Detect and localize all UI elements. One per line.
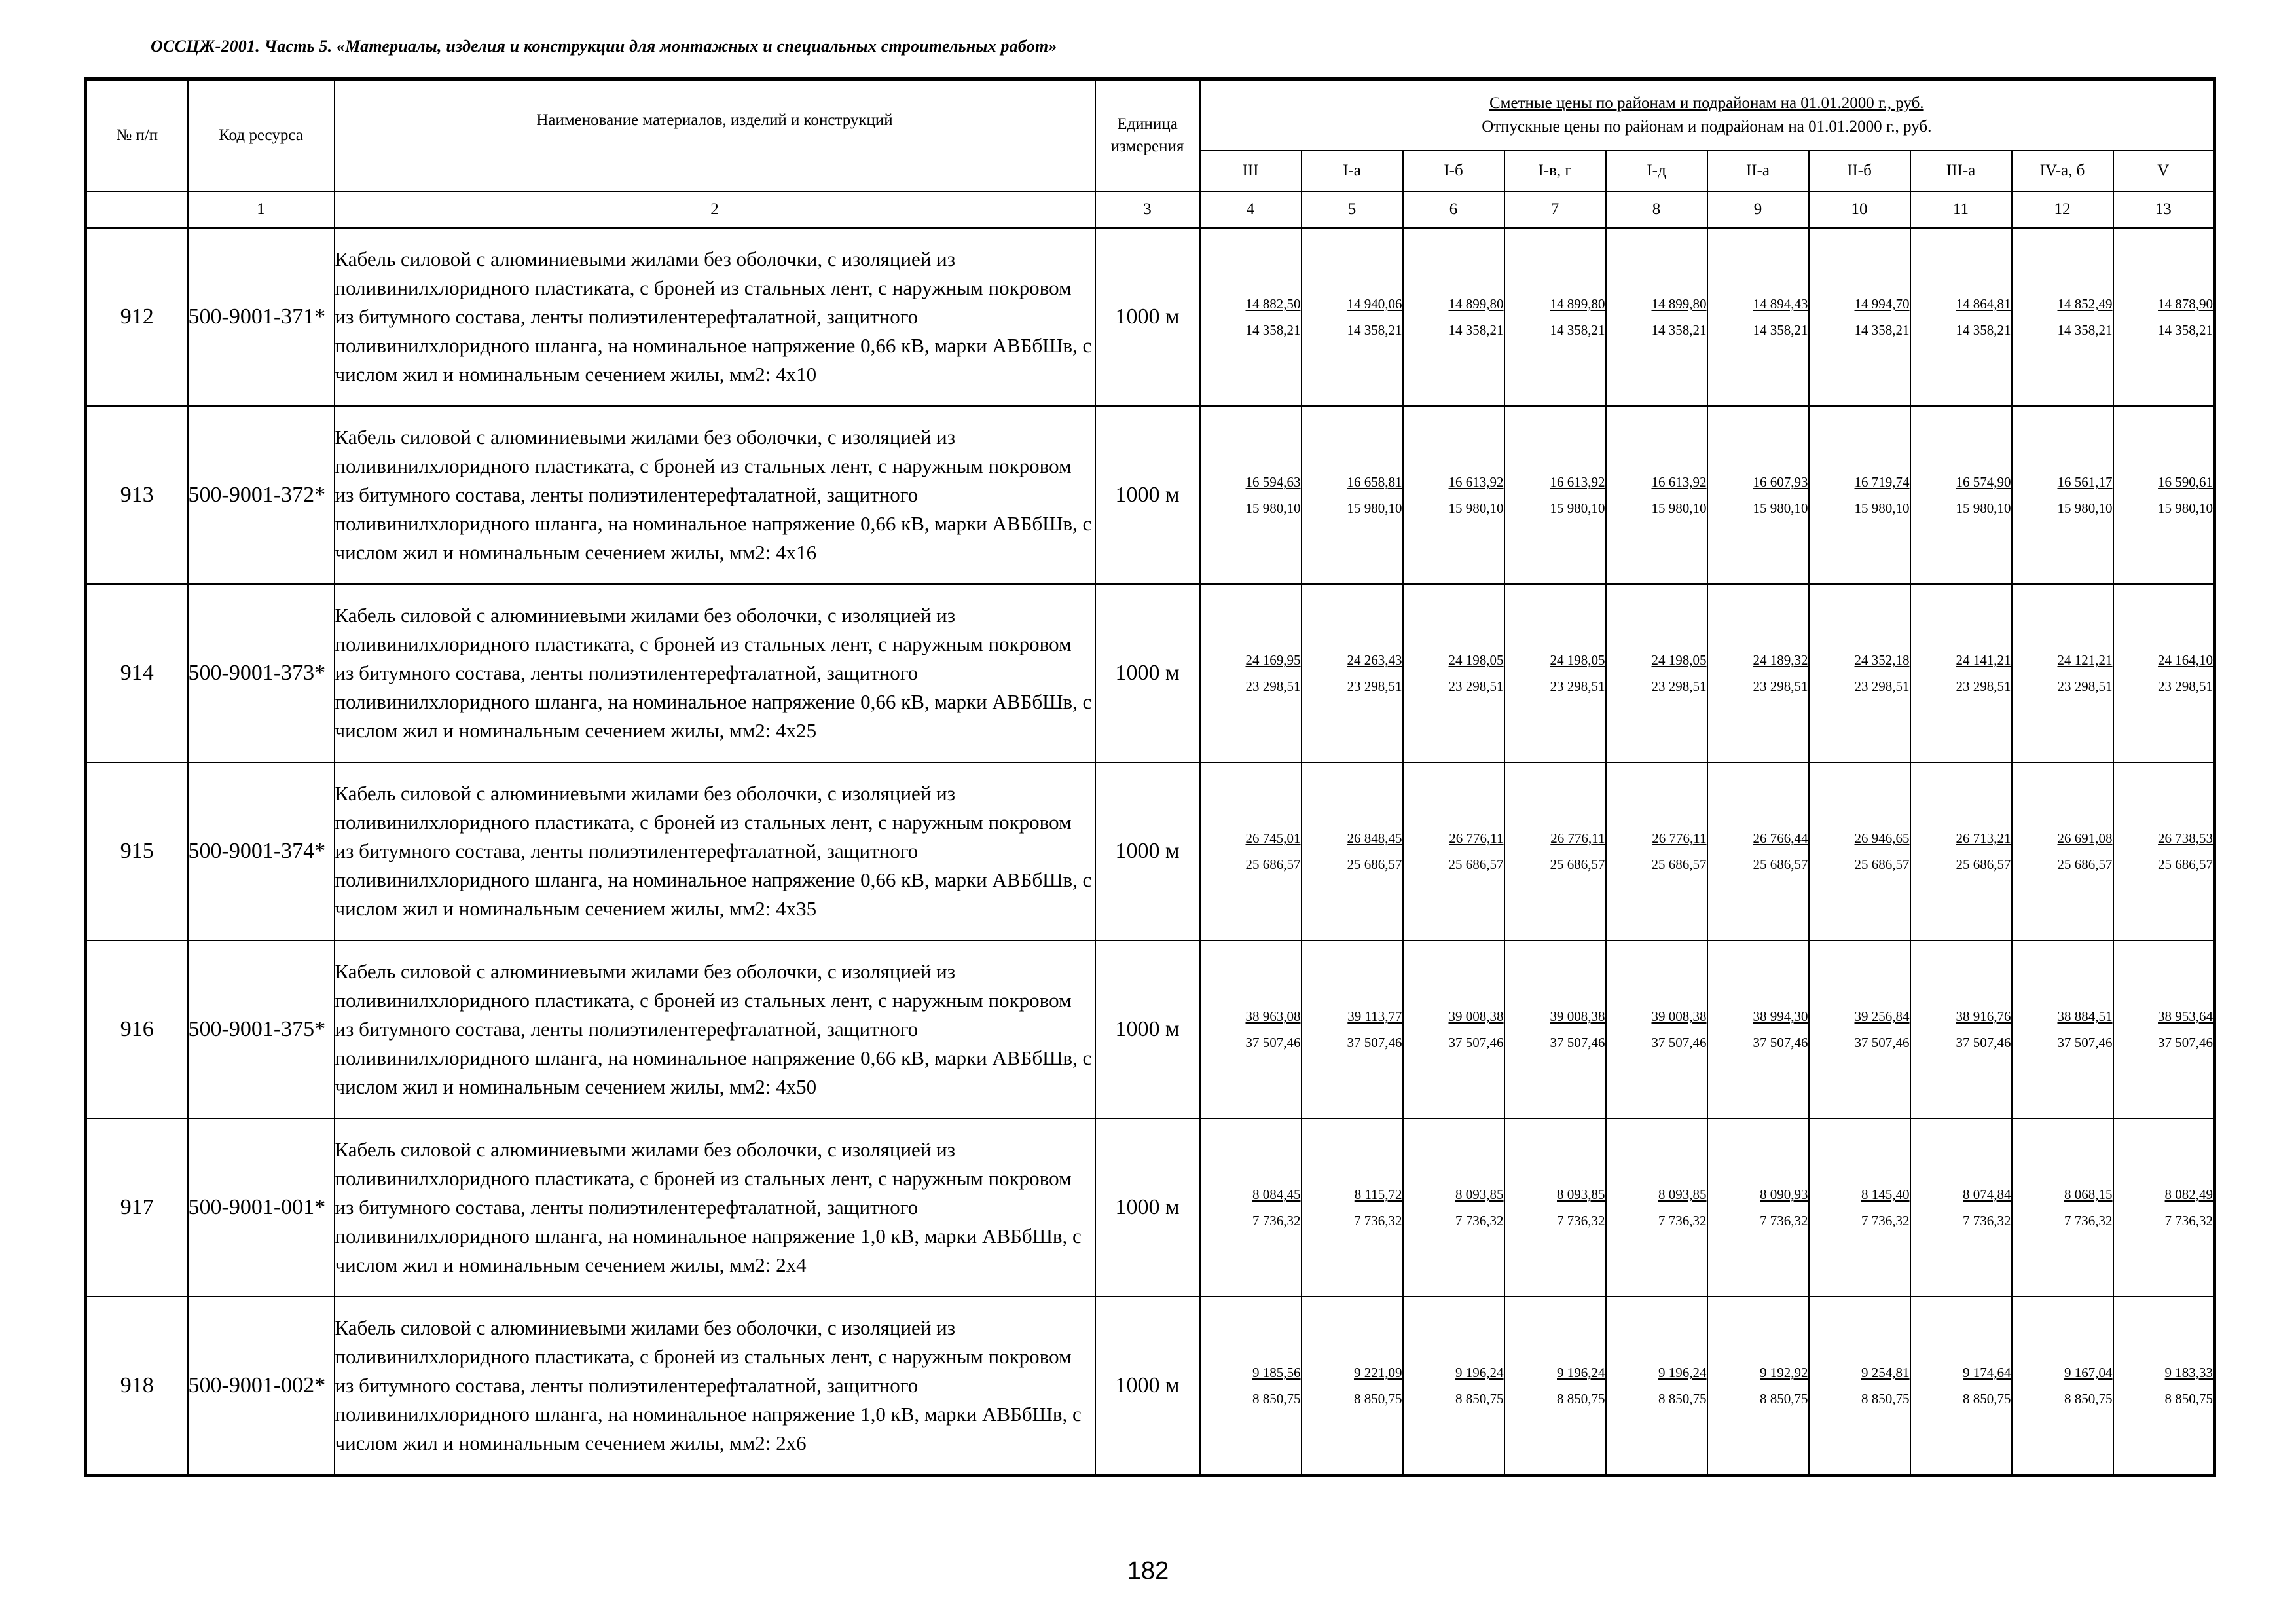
price-cell <box>1606 584 1707 762</box>
column-number: 2 <box>335 191 1095 228</box>
estimate-price: 14 899,80 <box>1651 296 1707 312</box>
material-name: Кабель силовой с алюминиевыми жилами без оболочки, с изоляцией из поливинилхлоридного пластиката, с броней из стальных лент, с наружным покровом из битумного состава, ленты полиэтилентерефталатной, защитного поливинилхлоридного шланга, на номинальное напряжение 1,0 кВ, марки АВБбШв, с числом жил и номинальным сечением жилы, мм2: 2х4 <box>335 1118 1095 1297</box>
release-price: 15 980,10 <box>2158 500 2214 516</box>
release-price: 37 507,46 <box>1753 1035 1808 1050</box>
row-number: 914 <box>86 584 188 762</box>
price-cell <box>1606 762 1707 940</box>
estimate-price: 9 185,56 <box>1252 1365 1301 1380</box>
header-release-prices: Отпускные цены по районам и подрайонам на 01.01.2000 г., руб. <box>1482 118 1932 136</box>
price-cell <box>1707 940 1809 1118</box>
unit-of-measure: 1000 м <box>1095 228 1200 406</box>
header-price-band <box>1200 79 2215 151</box>
price-cell <box>1504 228 1606 406</box>
material-name: Кабель силовой с алюминиевыми жилами без оболочки, с изоляцией из поливинилхлоридного пластиката, с броней из стальных лент, с наружным покровом из битумного состава, ленты полиэтилентерефталатной, защитного поливинилхлоридного шланга, на номинальное напряжение 0,66 кВ, марки АВБбШв, с числом жил и номинальным сечением жилы, мм2: 4х35 <box>335 762 1095 940</box>
release-price: 25 686,57 <box>1347 857 1402 872</box>
resource-code: 500-9001-374* <box>188 762 335 940</box>
estimate-price: 24 263,43 <box>1347 652 1402 668</box>
price-cell <box>1910 762 2012 940</box>
table-row <box>86 406 2215 584</box>
estimate-price: 24 141,21 <box>1956 652 2011 668</box>
release-price: 14 358,21 <box>2158 322 2214 338</box>
region-header: V <box>2113 151 2215 191</box>
release-price: 8 850,75 <box>2164 1391 2214 1407</box>
estimate-price: 38 884,51 <box>2057 1008 2113 1024</box>
estimate-price: 14 994,70 <box>1854 296 1910 312</box>
estimate-price: 8 074,84 <box>1963 1187 2011 1202</box>
price-cell <box>2012 584 2113 762</box>
release-price: 25 686,57 <box>1651 857 1707 872</box>
price-cell <box>1606 1297 1707 1476</box>
price-cell <box>1809 940 1910 1118</box>
price-cell <box>1403 1297 1504 1476</box>
table-row <box>86 1118 2215 1297</box>
column-number: 3 <box>1095 191 1200 228</box>
release-price: 25 686,57 <box>2158 857 2214 872</box>
header-name: Наименование материалов, изделий и конструкций <box>335 79 1095 192</box>
estimate-price: 26 776,11 <box>1550 830 1605 846</box>
estimate-price: 38 953,64 <box>2158 1008 2214 1024</box>
estimate-price: 9 183,33 <box>2164 1365 2214 1380</box>
region-header: I-а <box>1302 151 1403 191</box>
estimate-price: 8 093,85 <box>1658 1187 1707 1202</box>
estimate-price: 14 852,49 <box>2057 296 2113 312</box>
release-price: 37 507,46 <box>1550 1035 1605 1050</box>
price-cell <box>1504 1118 1606 1297</box>
resource-code: 500-9001-001* <box>188 1118 335 1297</box>
price-cell <box>2113 1118 2215 1297</box>
region-header: I-в, г <box>1504 151 1606 191</box>
price-cell <box>2113 228 2215 406</box>
price-cell <box>1200 1118 1302 1297</box>
price-cell <box>1606 1118 1707 1297</box>
release-price: 15 980,10 <box>1651 500 1707 516</box>
table-row <box>86 584 2215 762</box>
price-cell <box>1606 940 1707 1118</box>
price-cell <box>1910 1297 2012 1476</box>
release-price: 14 358,21 <box>1550 322 1605 338</box>
release-price: 23 298,51 <box>1753 678 1808 694</box>
estimate-price: 8 084,45 <box>1252 1187 1301 1202</box>
price-cell <box>1910 228 2012 406</box>
release-price: 37 507,46 <box>1651 1035 1707 1050</box>
release-price: 7 736,32 <box>1455 1213 1504 1228</box>
estimate-price: 8 093,85 <box>1455 1187 1504 1202</box>
estimate-price: 16 613,92 <box>1448 474 1504 490</box>
price-cell <box>1504 406 1606 584</box>
table-row <box>86 1297 2215 1476</box>
estimate-price: 26 776,11 <box>1652 830 1707 846</box>
estimate-price: 16 590,61 <box>2158 474 2214 490</box>
release-price: 25 686,57 <box>1550 857 1605 872</box>
release-price: 14 358,21 <box>1753 322 1808 338</box>
release-price: 23 298,51 <box>1550 678 1605 694</box>
price-cell <box>1200 228 1302 406</box>
release-price: 14 358,21 <box>2057 322 2113 338</box>
estimate-price: 38 963,08 <box>1245 1008 1301 1024</box>
material-name: Кабель силовой с алюминиевыми жилами без оболочки, с изоляцией из поливинилхлоридного пластиката, с броней из стальных лент, с наружным покровом из битумного состава, ленты полиэтилентерефталатной, защитного поливинилхлоридного шланга, на номинальное напряжение 0,66 кВ, марки АВБбШв, с числом жил и номинальным сечением жилы, мм2: 4х50 <box>335 940 1095 1118</box>
estimate-price: 39 008,38 <box>1651 1008 1707 1024</box>
estimate-price: 14 894,43 <box>1753 296 1808 312</box>
estimate-price: 26 766,44 <box>1753 830 1808 846</box>
price-cell <box>1910 940 2012 1118</box>
release-price: 25 686,57 <box>1448 857 1504 872</box>
release-price: 23 298,51 <box>1245 678 1301 694</box>
row-number: 918 <box>86 1297 188 1476</box>
price-cell <box>1707 406 1809 584</box>
estimate-price: 9 254,81 <box>1861 1365 1910 1380</box>
release-price: 8 850,75 <box>1557 1391 1605 1407</box>
column-number: 11 <box>1910 191 2012 228</box>
estimate-price: 14 940,06 <box>1347 296 1402 312</box>
price-cell <box>1302 406 1403 584</box>
estimate-price: 9 196,24 <box>1658 1365 1707 1380</box>
estimate-price: 14 899,80 <box>1448 296 1504 312</box>
release-price: 7 736,32 <box>1557 1213 1605 1228</box>
release-price: 14 358,21 <box>1448 322 1504 338</box>
estimate-price: 26 745,01 <box>1245 830 1301 846</box>
release-price: 15 980,10 <box>1854 500 1910 516</box>
estimate-price: 9 221,09 <box>1354 1365 1402 1380</box>
estimate-price: 8 090,93 <box>1760 1187 1808 1202</box>
estimate-price: 8 082,49 <box>2164 1187 2214 1202</box>
region-header: II-а <box>1707 151 1809 191</box>
price-cell <box>2113 584 2215 762</box>
release-price: 25 686,57 <box>2057 857 2113 872</box>
material-name: Кабель силовой с алюминиевыми жилами без оболочки, с изоляцией из поливинилхлоридного пластиката, с броней из стальных лент, с наружным покровом из битумного состава, ленты полиэтилентерефталатной, защитного поливинилхлоридного шланга, на номинальное напряжение 0,66 кВ, марки АВБбШв, с числом жил и номинальным сечением жилы, мм2: 4х25 <box>335 584 1095 762</box>
table-row <box>86 762 2215 940</box>
estimate-price: 39 008,38 <box>1448 1008 1504 1024</box>
release-price: 8 850,75 <box>1658 1391 1707 1407</box>
release-price: 25 686,57 <box>1753 857 1808 872</box>
price-cell <box>1200 762 1302 940</box>
price-cell <box>1302 584 1403 762</box>
release-price: 15 980,10 <box>1245 500 1301 516</box>
column-number: 7 <box>1504 191 1606 228</box>
resource-code: 500-9001-371* <box>188 228 335 406</box>
price-cell <box>1707 584 1809 762</box>
estimate-price: 16 574,90 <box>1956 474 2011 490</box>
release-price: 23 298,51 <box>2057 678 2113 694</box>
price-cell <box>1403 228 1504 406</box>
price-cell <box>1403 1118 1504 1297</box>
release-price: 8 850,75 <box>1861 1391 1910 1407</box>
price-cell <box>2012 762 2113 940</box>
row-number: 916 <box>86 940 188 1118</box>
price-cell <box>1302 228 1403 406</box>
estimate-price: 24 198,05 <box>1550 652 1605 668</box>
price-cell <box>1504 1297 1606 1476</box>
unit-of-measure: 1000 м <box>1095 1118 1200 1297</box>
price-cell <box>2012 406 2113 584</box>
estimate-price: 26 691,08 <box>2057 830 2113 846</box>
estimate-price: 9 196,24 <box>1557 1365 1605 1380</box>
estimate-price: 14 878,90 <box>2158 296 2214 312</box>
release-price: 15 980,10 <box>1347 500 1402 516</box>
release-price: 14 358,21 <box>1854 322 1910 338</box>
row-number: 917 <box>86 1118 188 1297</box>
release-price: 7 736,32 <box>1963 1213 2011 1228</box>
estimate-price: 39 256,84 <box>1854 1008 1910 1024</box>
price-cell <box>1403 940 1504 1118</box>
region-header: III <box>1200 151 1302 191</box>
material-name: Кабель силовой с алюминиевыми жилами без оболочки, с изоляцией из поливинилхлоридного пластиката, с броней из стальных лент, с наружным покровом из битумного состава, ленты полиэтилентерефталатной, защитного поливинилхлоридного шланга, на номинальное напряжение 0,66 кВ, марки АВБбШв, с числом жил и номинальным сечением жилы, мм2: 4х10 <box>335 228 1095 406</box>
release-price: 15 980,10 <box>1550 500 1605 516</box>
price-cell <box>1707 1297 1809 1476</box>
price-cell <box>1707 1118 1809 1297</box>
price-cell <box>1809 228 1910 406</box>
release-price: 37 507,46 <box>2057 1035 2113 1050</box>
release-price: 7 736,32 <box>2064 1213 2113 1228</box>
price-cell <box>2012 228 2113 406</box>
price-cell <box>1707 762 1809 940</box>
row-number: 913 <box>86 406 188 584</box>
estimate-price: 26 713,21 <box>1956 830 2011 846</box>
table-row <box>86 228 2215 406</box>
price-cell <box>1403 406 1504 584</box>
estimate-price: 16 613,92 <box>1550 474 1605 490</box>
release-price: 14 358,21 <box>1956 322 2011 338</box>
release-price: 23 298,51 <box>2158 678 2214 694</box>
release-price: 15 980,10 <box>1956 500 2011 516</box>
unit-of-measure: 1000 м <box>1095 406 1200 584</box>
column-number-empty <box>86 191 188 228</box>
estimate-price: 8 115,72 <box>1354 1187 1402 1202</box>
price-cell <box>1302 1297 1403 1476</box>
price-cell <box>1809 406 1910 584</box>
estimate-price: 38 916,76 <box>1956 1008 2011 1024</box>
unit-of-measure: 1000 м <box>1095 762 1200 940</box>
estimate-price: 14 882,50 <box>1245 296 1301 312</box>
column-number: 8 <box>1606 191 1707 228</box>
estimate-price: 24 198,05 <box>1448 652 1504 668</box>
price-cell <box>2012 1297 2113 1476</box>
release-price: 7 736,32 <box>1861 1213 1910 1228</box>
column-number: 13 <box>2113 191 2215 228</box>
estimate-price: 26 738,53 <box>2158 830 2214 846</box>
estimate-price: 14 899,80 <box>1550 296 1605 312</box>
estimate-price: 9 196,24 <box>1455 1365 1504 1380</box>
estimate-price: 16 594,63 <box>1245 474 1301 490</box>
release-price: 7 736,32 <box>2164 1213 2214 1228</box>
region-header: I-б <box>1403 151 1504 191</box>
estimate-price: 8 093,85 <box>1557 1187 1605 1202</box>
price-cell <box>1200 1297 1302 1476</box>
release-price: 37 507,46 <box>1245 1035 1301 1050</box>
release-price: 7 736,32 <box>1252 1213 1301 1228</box>
estimate-price: 26 776,11 <box>1449 830 1504 846</box>
header-code: Код ресурса <box>188 79 335 192</box>
material-name: Кабель силовой с алюминиевыми жилами без оболочки, с изоляцией из поливинилхлоридного пластиката, с броней из стальных лент, с наружным покровом из битумного состава, ленты полиэтилентерефталатной, защитного поливинилхлоридного шланга, на номинальное напряжение 1,0 кВ, марки АВБбШв, с числом жил и номинальным сечением жилы, мм2: 2х6 <box>335 1297 1095 1476</box>
estimate-price: 8 145,40 <box>1861 1187 1910 1202</box>
release-price: 25 686,57 <box>1854 857 1910 872</box>
price-cell <box>1910 406 2012 584</box>
release-price: 37 507,46 <box>1854 1035 1910 1050</box>
price-cell <box>1707 228 1809 406</box>
region-header: II-б <box>1809 151 1910 191</box>
price-cell <box>1200 406 1302 584</box>
price-cell <box>1403 762 1504 940</box>
region-header: IV-а, б <box>2012 151 2113 191</box>
release-price: 8 850,75 <box>1455 1391 1504 1407</box>
estimate-price: 16 613,92 <box>1651 474 1707 490</box>
unit-of-measure: 1000 м <box>1095 940 1200 1118</box>
estimate-price: 24 352,18 <box>1854 652 1910 668</box>
running-header: ОССЦЖ-2001. Часть 5. «Материалы, изделия и конструкции для монтажных и специальных строительных работ» <box>151 37 1057 56</box>
release-price: 23 298,51 <box>1448 678 1504 694</box>
price-cell <box>1302 940 1403 1118</box>
column-number: 1 <box>188 191 335 228</box>
unit-of-measure: 1000 м <box>1095 1297 1200 1476</box>
price-cell <box>2012 1118 2113 1297</box>
release-price: 7 736,32 <box>1760 1213 1808 1228</box>
resource-code: 500-9001-373* <box>188 584 335 762</box>
release-price: 37 507,46 <box>2158 1035 2214 1050</box>
price-cell <box>1809 762 1910 940</box>
release-price: 25 686,57 <box>1956 857 2011 872</box>
estimate-price: 9 167,04 <box>2064 1365 2113 1380</box>
price-cell <box>1403 584 1504 762</box>
column-number: 4 <box>1200 191 1302 228</box>
estimate-price: 39 113,77 <box>1347 1008 1402 1024</box>
price-cell <box>1504 940 1606 1118</box>
estimate-price: 26 848,45 <box>1347 830 1402 846</box>
release-price: 14 358,21 <box>1245 322 1301 338</box>
price-cell <box>1504 762 1606 940</box>
price-cell <box>1809 1118 1910 1297</box>
table-body <box>86 228 2215 1476</box>
estimate-price: 24 169,95 <box>1245 652 1301 668</box>
release-price: 15 980,10 <box>1753 500 1808 516</box>
price-cell <box>1606 228 1707 406</box>
estimate-price: 26 946,65 <box>1854 830 1910 846</box>
release-price: 15 980,10 <box>2057 500 2113 516</box>
region-header: I-д <box>1606 151 1707 191</box>
price-cell <box>1302 762 1403 940</box>
release-price: 8 850,75 <box>1354 1391 1402 1407</box>
release-price: 8 850,75 <box>1760 1391 1808 1407</box>
header-unit: Единица измерения <box>1095 79 1200 192</box>
estimate-price: 14 864,81 <box>1956 296 2011 312</box>
price-cell <box>1504 584 1606 762</box>
region-header: III-а <box>1910 151 2012 191</box>
release-price: 23 298,51 <box>1854 678 1910 694</box>
price-cell <box>1809 1297 1910 1476</box>
price-cell <box>2113 1297 2215 1476</box>
price-cell <box>1910 584 2012 762</box>
estimate-price: 24 121,21 <box>2057 652 2113 668</box>
price-table <box>84 77 2216 1477</box>
column-number: 10 <box>1809 191 1910 228</box>
column-number: 6 <box>1403 191 1504 228</box>
release-price: 15 980,10 <box>1448 500 1504 516</box>
release-price: 23 298,51 <box>1651 678 1707 694</box>
release-price: 37 507,46 <box>1347 1035 1402 1050</box>
estimate-price: 16 561,17 <box>2057 474 2113 490</box>
header-num: № п/п <box>86 79 188 192</box>
release-price: 25 686,57 <box>1245 857 1301 872</box>
material-name: Кабель силовой с алюминиевыми жилами без оболочки, с изоляцией из поливинилхлоридного пластиката, с броней из стальных лент, с наружным покровом из битумного состава, ленты полиэтилентерефталатной, защитного поливинилхлоридного шланга, на номинальное напряжение 0,66 кВ, марки АВБбШв, с числом жил и номинальным сечением жилы, мм2: 4х16 <box>335 406 1095 584</box>
release-price: 8 850,75 <box>1252 1391 1301 1407</box>
release-price: 7 736,32 <box>1354 1213 1402 1228</box>
table-row <box>86 940 2215 1118</box>
estimate-price: 24 198,05 <box>1651 652 1707 668</box>
release-price: 14 358,21 <box>1347 322 1402 338</box>
price-cell <box>2113 940 2215 1118</box>
column-number: 5 <box>1302 191 1403 228</box>
price-cell <box>1809 584 1910 762</box>
price-cell <box>2113 762 2215 940</box>
row-number: 912 <box>86 228 188 406</box>
resource-code: 500-9001-372* <box>188 406 335 584</box>
header-estimate-prices: Сметные цены по районам и подрайонам на 01.01.2000 г., руб. <box>1489 94 1924 112</box>
resource-code: 500-9001-375* <box>188 940 335 1118</box>
release-price: 23 298,51 <box>1956 678 2011 694</box>
release-price: 37 507,46 <box>1448 1035 1504 1050</box>
price-cell <box>1200 940 1302 1118</box>
release-price: 8 850,75 <box>1963 1391 2011 1407</box>
price-cell <box>1606 406 1707 584</box>
price-cell <box>2113 406 2215 584</box>
estimate-price: 24 164,10 <box>2158 652 2214 668</box>
resource-code: 500-9001-002* <box>188 1297 335 1476</box>
estimate-price: 39 008,38 <box>1550 1008 1605 1024</box>
price-cell <box>1302 1118 1403 1297</box>
price-cell <box>1910 1118 2012 1297</box>
estimate-price: 16 658,81 <box>1347 474 1402 490</box>
page-number: 182 <box>1127 1557 1169 1585</box>
unit-of-measure: 1000 м <box>1095 584 1200 762</box>
column-number: 12 <box>2012 191 2113 228</box>
release-price: 14 358,21 <box>1651 322 1707 338</box>
release-price: 7 736,32 <box>1658 1213 1707 1228</box>
estimate-price: 9 174,64 <box>1963 1365 2011 1380</box>
column-number: 9 <box>1707 191 1809 228</box>
estimate-price: 16 719,74 <box>1854 474 1910 490</box>
estimate-price: 8 068,15 <box>2064 1187 2113 1202</box>
price-cell <box>2012 940 2113 1118</box>
estimate-price: 9 192,92 <box>1760 1365 1808 1380</box>
release-price: 23 298,51 <box>1347 678 1402 694</box>
release-price: 8 850,75 <box>2064 1391 2113 1407</box>
release-price: 37 507,46 <box>1956 1035 2011 1050</box>
estimate-price: 38 994,30 <box>1753 1008 1808 1024</box>
row-number: 915 <box>86 762 188 940</box>
price-cell <box>1200 584 1302 762</box>
column-number-row <box>86 191 2215 228</box>
estimate-price: 24 189,32 <box>1753 652 1808 668</box>
estimate-price: 16 607,93 <box>1753 474 1808 490</box>
